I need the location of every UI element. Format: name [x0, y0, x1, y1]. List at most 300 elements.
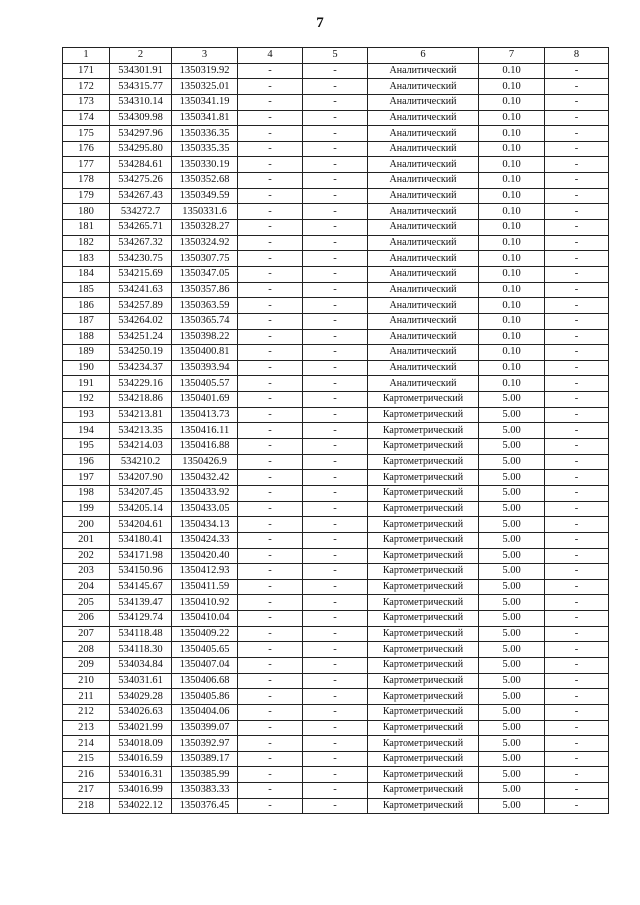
accuracy-cell: 5.00 — [479, 392, 545, 408]
col5-cell: - — [303, 110, 368, 126]
method-cell: Аналитический — [368, 266, 479, 282]
x-coordinate-cell: 534018.09 — [110, 736, 172, 752]
col8-cell: - — [545, 689, 609, 705]
table-row — [63, 157, 609, 173]
col4-cell: - — [238, 94, 303, 110]
y-coordinate-cell: 1350352.68 — [172, 173, 238, 189]
point-number-cell: 217 — [63, 783, 110, 799]
col8-cell: - — [545, 611, 609, 627]
col8-cell: - — [545, 376, 609, 392]
col5-cell: - — [303, 470, 368, 486]
y-coordinate-cell: 1350413.73 — [172, 407, 238, 423]
point-number-cell: 210 — [63, 673, 110, 689]
col5-cell: - — [303, 407, 368, 423]
table-row — [63, 720, 609, 736]
table-row — [63, 360, 609, 376]
table-row — [63, 657, 609, 673]
point-number-cell: 183 — [63, 251, 110, 267]
point-number-cell: 205 — [63, 595, 110, 611]
point-number-cell: 179 — [63, 188, 110, 204]
col8-cell: - — [545, 720, 609, 736]
x-coordinate-cell: 534207.45 — [110, 485, 172, 501]
point-number-cell: 194 — [63, 423, 110, 439]
column-header: 6 — [368, 48, 479, 64]
method-cell: Аналитический — [368, 360, 479, 376]
col5-cell: - — [303, 392, 368, 408]
accuracy-cell: 5.00 — [479, 532, 545, 548]
accuracy-cell: 5.00 — [479, 611, 545, 627]
col5-cell: - — [303, 736, 368, 752]
col4-cell: - — [238, 798, 303, 814]
table-row — [63, 126, 609, 142]
accuracy-cell: 5.00 — [479, 407, 545, 423]
col5-cell: - — [303, 220, 368, 236]
col4-cell: - — [238, 157, 303, 173]
col5-cell: - — [303, 94, 368, 110]
table-row — [63, 595, 609, 611]
accuracy-cell: 5.00 — [479, 454, 545, 470]
x-coordinate-cell: 534145.67 — [110, 579, 172, 595]
col5-cell: - — [303, 63, 368, 79]
accuracy-cell: 5.00 — [479, 517, 545, 533]
x-coordinate-cell: 534180.41 — [110, 532, 172, 548]
table-body — [63, 63, 609, 814]
point-number-cell: 196 — [63, 454, 110, 470]
method-cell: Картометрический — [368, 642, 479, 658]
table-row — [63, 439, 609, 455]
col4-cell: - — [238, 673, 303, 689]
point-number-cell: 195 — [63, 439, 110, 455]
x-coordinate-cell: 534267.32 — [110, 235, 172, 251]
method-cell: Картометрический — [368, 673, 479, 689]
col8-cell: - — [545, 235, 609, 251]
x-coordinate-cell: 534205.14 — [110, 501, 172, 517]
accuracy-cell: 5.00 — [479, 704, 545, 720]
column-header: 2 — [110, 48, 172, 64]
method-cell: Картометрический — [368, 798, 479, 814]
y-coordinate-cell: 1350383.33 — [172, 783, 238, 799]
col5-cell: - — [303, 501, 368, 517]
x-coordinate-cell: 534210.2 — [110, 454, 172, 470]
col5-cell: - — [303, 704, 368, 720]
table-row — [63, 141, 609, 157]
x-coordinate-cell: 534265.71 — [110, 220, 172, 236]
method-cell: Картометрический — [368, 736, 479, 752]
y-coordinate-cell: 1350365.74 — [172, 313, 238, 329]
x-coordinate-cell: 534275.26 — [110, 173, 172, 189]
accuracy-cell: 5.00 — [479, 736, 545, 752]
col5-cell: - — [303, 141, 368, 157]
accuracy-cell: 5.00 — [479, 548, 545, 564]
col4-cell: - — [238, 204, 303, 220]
x-coordinate-cell: 534139.47 — [110, 595, 172, 611]
method-cell: Картометрический — [368, 501, 479, 517]
method-cell: Картометрический — [368, 407, 479, 423]
col4-cell: - — [238, 266, 303, 282]
col8-cell: - — [545, 423, 609, 439]
column-header: 8 — [545, 48, 609, 64]
col8-cell: - — [545, 407, 609, 423]
y-coordinate-cell: 1350405.86 — [172, 689, 238, 705]
col8-cell: - — [545, 626, 609, 642]
col5-cell: - — [303, 173, 368, 189]
col5-cell: - — [303, 642, 368, 658]
col4-cell: - — [238, 220, 303, 236]
accuracy-cell: 5.00 — [479, 595, 545, 611]
accuracy-cell: 5.00 — [479, 798, 545, 814]
accuracy-cell: 0.10 — [479, 110, 545, 126]
col8-cell: - — [545, 517, 609, 533]
x-coordinate-cell: 534215.69 — [110, 266, 172, 282]
column-header: 7 — [479, 48, 545, 64]
col8-cell: - — [545, 157, 609, 173]
col5-cell: - — [303, 579, 368, 595]
point-number-cell: 178 — [63, 173, 110, 189]
col5-cell: - — [303, 251, 368, 267]
method-cell: Картометрический — [368, 392, 479, 408]
accuracy-cell: 5.00 — [479, 501, 545, 517]
x-coordinate-cell: 534251.24 — [110, 329, 172, 345]
y-coordinate-cell: 1350411.59 — [172, 579, 238, 595]
x-coordinate-cell: 534267.43 — [110, 188, 172, 204]
col5-cell: - — [303, 783, 368, 799]
method-cell: Аналитический — [368, 63, 479, 79]
table-row — [63, 235, 609, 251]
table-row — [63, 454, 609, 470]
col4-cell: - — [238, 642, 303, 658]
x-coordinate-cell: 534129.74 — [110, 611, 172, 627]
col4-cell: - — [238, 783, 303, 799]
col4-cell: - — [238, 501, 303, 517]
column-header: 4 — [238, 48, 303, 64]
method-cell: Аналитический — [368, 282, 479, 298]
point-number-cell: 203 — [63, 564, 110, 580]
col8-cell: - — [545, 63, 609, 79]
table-row — [63, 313, 609, 329]
table-row — [63, 673, 609, 689]
table-row — [63, 783, 609, 799]
col4-cell: - — [238, 548, 303, 564]
col4-cell: - — [238, 79, 303, 95]
accuracy-cell: 0.10 — [479, 235, 545, 251]
col4-cell: - — [238, 63, 303, 79]
point-number-cell: 177 — [63, 157, 110, 173]
col8-cell: - — [545, 783, 609, 799]
table-row — [63, 751, 609, 767]
y-coordinate-cell: 1350409.22 — [172, 626, 238, 642]
x-coordinate-cell: 534234.37 — [110, 360, 172, 376]
x-coordinate-cell: 534016.31 — [110, 767, 172, 783]
x-coordinate-cell: 534284.61 — [110, 157, 172, 173]
table-row — [63, 611, 609, 627]
method-cell: Аналитический — [368, 313, 479, 329]
method-cell: Картометрический — [368, 704, 479, 720]
point-number-cell: 184 — [63, 266, 110, 282]
method-cell: Картометрический — [368, 595, 479, 611]
x-coordinate-cell: 534297.96 — [110, 126, 172, 142]
point-number-cell: 204 — [63, 579, 110, 595]
method-cell: Картометрический — [368, 751, 479, 767]
accuracy-cell: 0.10 — [479, 204, 545, 220]
method-cell: Картометрический — [368, 548, 479, 564]
table-row — [63, 220, 609, 236]
table-row — [63, 188, 609, 204]
y-coordinate-cell: 1350330.19 — [172, 157, 238, 173]
y-coordinate-cell: 1350393.94 — [172, 360, 238, 376]
table-row — [63, 564, 609, 580]
table-row — [63, 704, 609, 720]
accuracy-cell: 5.00 — [479, 579, 545, 595]
x-coordinate-cell: 534295.80 — [110, 141, 172, 157]
method-cell: Аналитический — [368, 251, 479, 267]
table-row — [63, 110, 609, 126]
y-coordinate-cell: 1350401.69 — [172, 392, 238, 408]
method-cell: Аналитический — [368, 298, 479, 314]
method-cell: Картометрический — [368, 532, 479, 548]
y-coordinate-cell: 1350432.42 — [172, 470, 238, 486]
table-row — [63, 736, 609, 752]
col8-cell: - — [545, 548, 609, 564]
col8-cell: - — [545, 313, 609, 329]
table-row — [63, 548, 609, 564]
accuracy-cell: 0.10 — [479, 282, 545, 298]
table-header-row — [63, 48, 609, 64]
col8-cell: - — [545, 439, 609, 455]
col5-cell: - — [303, 188, 368, 204]
point-number-cell: 206 — [63, 611, 110, 627]
col5-cell: - — [303, 298, 368, 314]
col4-cell: - — [238, 235, 303, 251]
accuracy-cell: 0.10 — [479, 141, 545, 157]
method-cell: Картометрический — [368, 689, 479, 705]
col5-cell: - — [303, 517, 368, 533]
col8-cell: - — [545, 204, 609, 220]
point-number-cell: 188 — [63, 329, 110, 345]
y-coordinate-cell: 1350400.81 — [172, 345, 238, 361]
table-row — [63, 79, 609, 95]
point-number-cell: 218 — [63, 798, 110, 814]
table-row — [63, 329, 609, 345]
col4-cell: - — [238, 251, 303, 267]
col8-cell: - — [545, 751, 609, 767]
col8-cell: - — [545, 251, 609, 267]
col8-cell: - — [545, 298, 609, 314]
col4-cell: - — [238, 376, 303, 392]
col8-cell: - — [545, 79, 609, 95]
col5-cell: - — [303, 548, 368, 564]
x-coordinate-cell: 534022.12 — [110, 798, 172, 814]
accuracy-cell: 0.10 — [479, 298, 545, 314]
table-row — [63, 266, 609, 282]
x-coordinate-cell: 534031.61 — [110, 673, 172, 689]
accuracy-cell: 5.00 — [479, 657, 545, 673]
col8-cell: - — [545, 360, 609, 376]
col4-cell: - — [238, 579, 303, 595]
method-cell: Аналитический — [368, 157, 479, 173]
col4-cell: - — [238, 736, 303, 752]
point-number-cell: 182 — [63, 235, 110, 251]
x-coordinate-cell: 534309.98 — [110, 110, 172, 126]
col8-cell: - — [545, 595, 609, 611]
point-number-cell: 181 — [63, 220, 110, 236]
table-row — [63, 470, 609, 486]
col8-cell: - — [545, 657, 609, 673]
accuracy-cell: 0.10 — [479, 251, 545, 267]
x-coordinate-cell: 534207.90 — [110, 470, 172, 486]
point-number-cell: 172 — [63, 79, 110, 95]
col8-cell: - — [545, 564, 609, 580]
col8-cell: - — [545, 141, 609, 157]
col8-cell: - — [545, 94, 609, 110]
accuracy-cell: 0.10 — [479, 360, 545, 376]
y-coordinate-cell: 1350385.99 — [172, 767, 238, 783]
x-coordinate-cell: 534016.59 — [110, 751, 172, 767]
col5-cell: - — [303, 439, 368, 455]
y-coordinate-cell: 1350405.65 — [172, 642, 238, 658]
col5-cell: - — [303, 345, 368, 361]
method-cell: Аналитический — [368, 94, 479, 110]
accuracy-cell: 0.10 — [479, 173, 545, 189]
accuracy-cell: 5.00 — [479, 642, 545, 658]
col5-cell: - — [303, 329, 368, 345]
col4-cell: - — [238, 126, 303, 142]
col5-cell: - — [303, 423, 368, 439]
method-cell: Аналитический — [368, 188, 479, 204]
table-row — [63, 345, 609, 361]
x-coordinate-cell: 534150.96 — [110, 564, 172, 580]
table-row — [63, 501, 609, 517]
method-cell: Аналитический — [368, 79, 479, 95]
point-number-cell: 197 — [63, 470, 110, 486]
col4-cell: - — [238, 704, 303, 720]
col4-cell: - — [238, 595, 303, 611]
table-row — [63, 407, 609, 423]
point-number-cell: 173 — [63, 94, 110, 110]
point-number-cell: 185 — [63, 282, 110, 298]
x-coordinate-cell: 534310.14 — [110, 94, 172, 110]
method-cell: Картометрический — [368, 470, 479, 486]
x-coordinate-cell: 534272.7 — [110, 204, 172, 220]
y-coordinate-cell: 1350347.05 — [172, 266, 238, 282]
col5-cell: - — [303, 595, 368, 611]
y-coordinate-cell: 1350398.22 — [172, 329, 238, 345]
accuracy-cell: 5.00 — [479, 485, 545, 501]
col5-cell: - — [303, 673, 368, 689]
point-number-cell: 186 — [63, 298, 110, 314]
col4-cell: - — [238, 439, 303, 455]
column-header: 1 — [63, 48, 110, 64]
y-coordinate-cell: 1350341.81 — [172, 110, 238, 126]
y-coordinate-cell: 1350424.33 — [172, 532, 238, 548]
point-number-cell: 213 — [63, 720, 110, 736]
table-row — [63, 392, 609, 408]
y-coordinate-cell: 1350416.11 — [172, 423, 238, 439]
col4-cell: - — [238, 532, 303, 548]
col8-cell: - — [545, 673, 609, 689]
col5-cell: - — [303, 626, 368, 642]
col5-cell: - — [303, 611, 368, 627]
col5-cell: - — [303, 79, 368, 95]
x-coordinate-cell: 534213.35 — [110, 423, 172, 439]
table-row — [63, 798, 609, 814]
accuracy-cell: 0.10 — [479, 220, 545, 236]
table-row — [63, 282, 609, 298]
method-cell: Аналитический — [368, 235, 479, 251]
point-number-cell: 180 — [63, 204, 110, 220]
method-cell: Аналитический — [368, 329, 479, 345]
col4-cell: - — [238, 751, 303, 767]
y-coordinate-cell: 1350416.88 — [172, 439, 238, 455]
col5-cell: - — [303, 751, 368, 767]
y-coordinate-cell: 1350325.01 — [172, 79, 238, 95]
y-coordinate-cell: 1350433.92 — [172, 485, 238, 501]
accuracy-cell: 5.00 — [479, 673, 545, 689]
y-coordinate-cell: 1350363.59 — [172, 298, 238, 314]
col4-cell: - — [238, 141, 303, 157]
col5-cell: - — [303, 376, 368, 392]
col4-cell: - — [238, 689, 303, 705]
y-coordinate-cell: 1350410.92 — [172, 595, 238, 611]
col8-cell: - — [545, 282, 609, 298]
method-cell: Картометрический — [368, 564, 479, 580]
column-header: 5 — [303, 48, 368, 64]
x-coordinate-cell: 534229.16 — [110, 376, 172, 392]
method-cell: Картометрический — [368, 657, 479, 673]
method-cell: Картометрический — [368, 485, 479, 501]
y-coordinate-cell: 1350357.86 — [172, 282, 238, 298]
x-coordinate-cell: 534241.63 — [110, 282, 172, 298]
col8-cell: - — [545, 485, 609, 501]
x-coordinate-cell: 534034.84 — [110, 657, 172, 673]
col8-cell: - — [545, 736, 609, 752]
table-row — [63, 173, 609, 189]
point-number-cell: 176 — [63, 141, 110, 157]
method-cell: Картометрический — [368, 579, 479, 595]
col5-cell: - — [303, 157, 368, 173]
col4-cell: - — [238, 282, 303, 298]
table-row — [63, 532, 609, 548]
accuracy-cell: 0.10 — [479, 313, 545, 329]
accuracy-cell: 0.10 — [479, 266, 545, 282]
method-cell: Картометрический — [368, 454, 479, 470]
point-number-cell: 209 — [63, 657, 110, 673]
point-number-cell: 198 — [63, 485, 110, 501]
point-number-cell: 171 — [63, 63, 110, 79]
accuracy-cell: 5.00 — [479, 626, 545, 642]
y-coordinate-cell: 1350319.92 — [172, 63, 238, 79]
point-number-cell: 187 — [63, 313, 110, 329]
accuracy-cell: 5.00 — [479, 439, 545, 455]
point-number-cell: 207 — [63, 626, 110, 642]
method-cell: Картометрический — [368, 517, 479, 533]
method-cell: Картометрический — [368, 783, 479, 799]
col4-cell: - — [238, 767, 303, 783]
x-coordinate-cell: 534029.28 — [110, 689, 172, 705]
y-coordinate-cell: 1350410.04 — [172, 611, 238, 627]
col8-cell: - — [545, 392, 609, 408]
x-coordinate-cell: 534118.30 — [110, 642, 172, 658]
point-number-cell: 189 — [63, 345, 110, 361]
col4-cell: - — [238, 626, 303, 642]
x-coordinate-cell: 534016.99 — [110, 783, 172, 799]
table-row — [63, 94, 609, 110]
y-coordinate-cell: 1350404.06 — [172, 704, 238, 720]
point-number-cell: 215 — [63, 751, 110, 767]
col8-cell: - — [545, 642, 609, 658]
accuracy-cell: 5.00 — [479, 751, 545, 767]
coordinates-table — [62, 47, 609, 814]
col5-cell: - — [303, 360, 368, 376]
